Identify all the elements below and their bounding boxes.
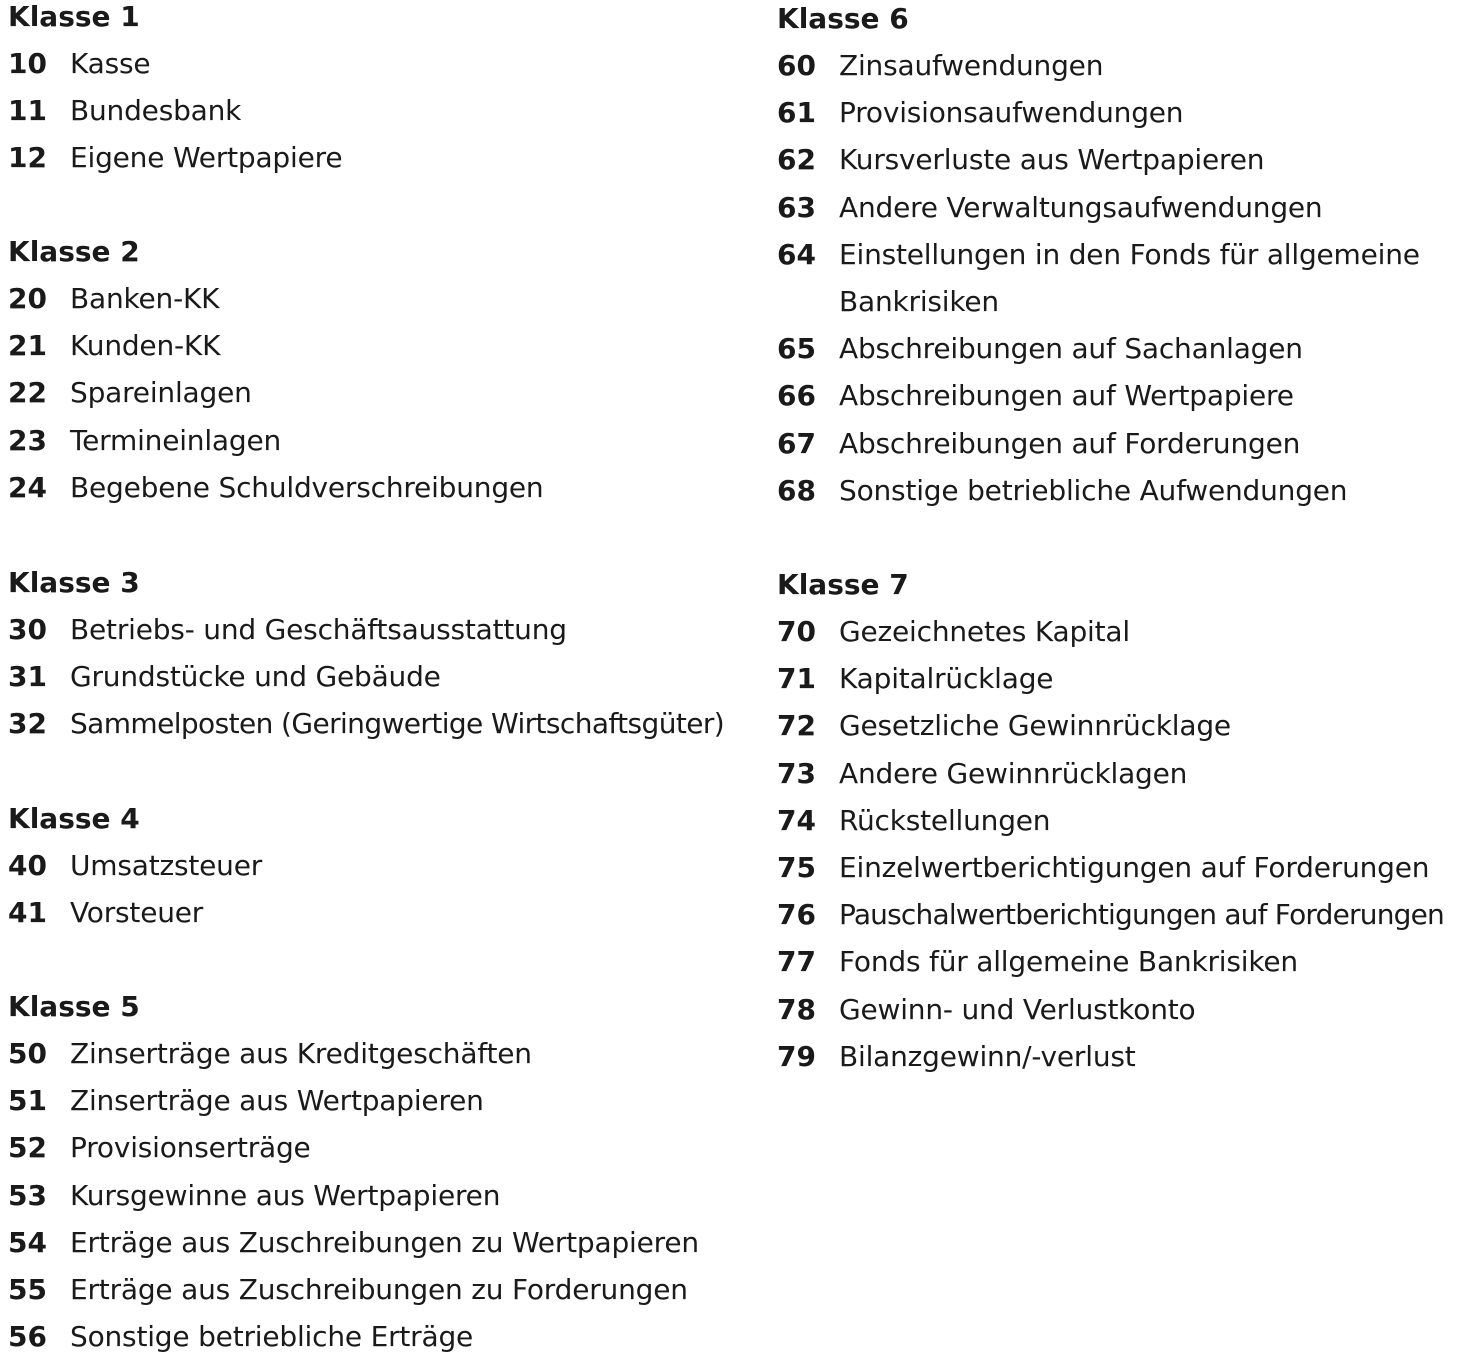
- account-name: Umsatzsteuer: [70, 849, 263, 882]
- account-name: Abschreibungen auf Wertpapiere: [839, 379, 1294, 413]
- account-name: Andere Gewinnrücklagen: [839, 756, 1188, 790]
- account-number: 41: [8, 896, 47, 930]
- account-number: 70: [777, 615, 816, 648]
- account-number: 31: [8, 660, 47, 694]
- account-name: Fonds für allgemeine Bankrisiken: [839, 945, 1298, 979]
- account-row: [777, 231, 1429, 325]
- class-block-6: [777, 0, 1429, 514]
- account-row: [8, 606, 724, 653]
- class-heading: Klasse 2: [8, 235, 140, 268]
- account-row: [777, 325, 1429, 372]
- account-number: 53: [8, 1178, 47, 1212]
- account-name: Gesetzliche Gewinnrücklage: [839, 709, 1231, 743]
- account-row: [8, 1124, 699, 1171]
- account-name: Sonstige betriebliche Erträge: [70, 1320, 474, 1354]
- account-name: Eigene Wertpapiere: [70, 141, 343, 175]
- account-row: [777, 750, 1444, 797]
- account-number: 51: [8, 1084, 47, 1118]
- account-name: Kasse: [70, 47, 151, 80]
- account-row: [777, 702, 1444, 749]
- account-row: [777, 891, 1444, 938]
- account-number: 54: [8, 1225, 47, 1259]
- account-name: Banken-KK: [70, 282, 220, 315]
- account-number: 72: [777, 709, 816, 743]
- account-name: Begebene Schuldverschreibungen: [70, 470, 544, 504]
- account-row: [8, 369, 543, 416]
- account-number: 75: [777, 851, 816, 885]
- class-block-1: [8, 0, 342, 182]
- account-name: Gewinn- und Verlustkonto: [839, 992, 1196, 1026]
- class-heading: Klasse 1: [8, 0, 140, 33]
- account-number: 55: [8, 1273, 47, 1307]
- account-name: Termineinlagen: [70, 423, 282, 457]
- account-name: Kunden-KK: [70, 329, 221, 363]
- account-row: [777, 655, 1444, 702]
- account-number: 63: [777, 190, 816, 224]
- account-number: 61: [777, 96, 816, 130]
- account-row: [8, 87, 342, 134]
- account-name: Bundesbank: [70, 94, 242, 128]
- class-block-7: [777, 561, 1444, 1080]
- class-heading: Klasse 5: [8, 990, 140, 1023]
- account-row: [8, 842, 262, 889]
- account-row: [777, 986, 1444, 1033]
- account-name: Zinserträge aus Kreditgeschäften: [70, 1037, 532, 1070]
- account-number: 24: [8, 470, 47, 504]
- account-row: [8, 1077, 699, 1124]
- account-name: Sammelposten (Geringwertige Wirtschaftsgüter): [70, 707, 725, 741]
- account-row: [777, 372, 1429, 419]
- account-row: [777, 938, 1444, 985]
- class-block-3: [8, 559, 724, 748]
- account-name: Abschreibungen auf Sachanlagen: [839, 332, 1303, 366]
- account-name: Zinsaufwendungen: [839, 49, 1104, 82]
- account-row: [8, 134, 342, 181]
- account-row: [8, 322, 543, 369]
- class-block-5: [8, 983, 699, 1360]
- account-row: [777, 420, 1429, 467]
- account-row: [8, 889, 262, 936]
- account-number: 21: [8, 329, 47, 363]
- account-row: [8, 40, 342, 87]
- account-row: [8, 1030, 699, 1077]
- account-number: 10: [8, 47, 47, 80]
- account-row: [777, 467, 1429, 514]
- account-number: 65: [777, 332, 816, 366]
- account-name: Provisionsaufwendungen: [839, 96, 1184, 130]
- account-number: 79: [777, 1039, 816, 1073]
- account-row: [8, 1313, 699, 1360]
- account-name: Erträge aus Zuschreibungen zu Wertpapieren: [70, 1225, 699, 1259]
- account-row: [777, 844, 1444, 891]
- account-number: 20: [8, 282, 47, 315]
- account-number: 73: [777, 756, 816, 790]
- account-row: [8, 1266, 699, 1313]
- account-name: Einzelwertberichtigungen auf Forderungen: [839, 851, 1430, 885]
- class-heading: Klasse 6: [777, 2, 909, 35]
- account-number: 78: [777, 992, 816, 1026]
- account-name: Spareinlagen: [70, 376, 252, 410]
- account-row: [8, 1172, 699, 1219]
- account-row: [8, 700, 724, 747]
- account-name: Rückstellungen: [839, 803, 1051, 837]
- account-name: Provisionserträge: [70, 1131, 311, 1165]
- account-number: 74: [777, 803, 816, 837]
- account-number: 66: [777, 379, 816, 413]
- account-name: Kapitalrücklage: [839, 662, 1054, 696]
- account-number: 30: [8, 613, 47, 646]
- account-row: [777, 136, 1429, 183]
- account-row: [777, 797, 1444, 844]
- account-number: 60: [777, 49, 816, 82]
- account-number: 11: [8, 94, 47, 128]
- account-name: Kursgewinne aus Wertpapieren: [70, 1178, 501, 1212]
- account-name: Kursverluste aus Wertpapieren: [839, 143, 1265, 177]
- account-number: 23: [8, 423, 47, 457]
- account-row: [8, 275, 543, 322]
- account-number: 50: [8, 1037, 47, 1070]
- account-row: [777, 184, 1429, 231]
- account-name: Betriebs- und Geschäftsausstattung: [70, 613, 567, 646]
- account-number: 77: [777, 945, 816, 979]
- account-name: Zinserträge aus Wertpapieren: [70, 1084, 484, 1118]
- account-number: 12: [8, 141, 47, 175]
- account-name: Grundstücke und Gebäude: [70, 660, 441, 694]
- account-name: Einstellungen in den Fonds für allgemeine Bankrisiken: [839, 237, 1420, 319]
- class-block-2: [8, 228, 543, 511]
- account-number: 62: [777, 143, 816, 177]
- account-number: 64: [777, 237, 816, 271]
- account-row: [8, 464, 543, 511]
- account-number: 40: [8, 849, 47, 882]
- account-row: [777, 1033, 1444, 1080]
- account-name: Andere Verwaltungsaufwendungen: [839, 190, 1323, 224]
- class-heading: Klasse 4: [8, 802, 140, 835]
- account-number: 56: [8, 1320, 47, 1354]
- account-number: 22: [8, 376, 47, 410]
- account-row: [8, 1219, 699, 1266]
- class-block-4: [8, 795, 262, 936]
- account-name: Abschreibungen auf Forderungen: [839, 426, 1301, 460]
- account-name: Gezeichnetes Kapital: [839, 615, 1130, 648]
- account-name: Erträge aus Zuschreibungen zu Forderungen: [70, 1273, 688, 1307]
- account-number: 71: [777, 662, 816, 696]
- account-row: [8, 653, 724, 700]
- account-name: Bilanzgewinn/-verlust: [839, 1039, 1136, 1073]
- account-row: [8, 417, 543, 464]
- account-number: 76: [777, 898, 816, 932]
- account-number: 52: [8, 1131, 47, 1165]
- account-row: [777, 42, 1429, 89]
- account-row: [777, 608, 1444, 655]
- account-name: Vorsteuer: [70, 896, 204, 930]
- account-number: 68: [777, 473, 816, 507]
- account-number: 32: [8, 707, 47, 741]
- class-heading: Klasse 3: [8, 566, 140, 599]
- account-name: Pauschalwertberichtigungen auf Forderungen: [839, 898, 1444, 932]
- account-row: [777, 89, 1429, 136]
- account-number: 67: [777, 426, 816, 460]
- account-name: Sonstige betriebliche Aufwendungen: [839, 473, 1348, 507]
- class-heading: Klasse 7: [777, 568, 909, 601]
